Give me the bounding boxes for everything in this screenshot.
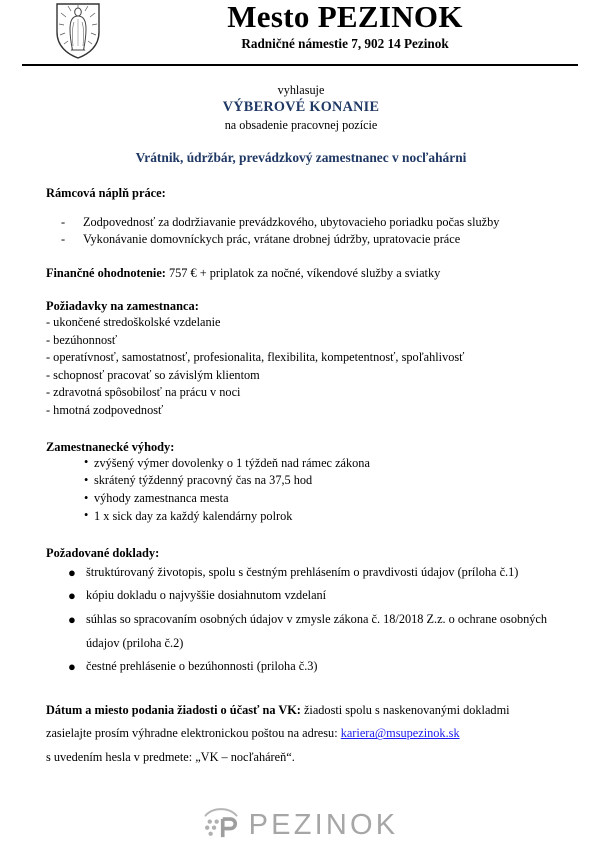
list-item: - operatívnosť, samostatnosť, profesionalita, flexibilita, kompetentnosť, spoľahlivosť: [46, 350, 465, 365]
list-item-text: súhlas so spracovaním osobných údajov v zmysle zákona č. 18/2018 Z.z. o ochrane osobných údajov (priloha č.2): [86, 612, 548, 650]
salary-label: Finančné ohodnotenie:: [46, 265, 166, 280]
list-item: - bezúhonnosť: [46, 332, 118, 347]
list-item-text: štruktúrovaný životopis, spolu s čestným prehlásením o pravdivosti údajov (príloha č.1): [86, 564, 519, 579]
bullet-marker: ●: [68, 612, 76, 628]
list-item: [46, 608, 556, 655]
benefits-heading: Zamestnanecké výhody:: [46, 439, 175, 454]
salary-line: [46, 265, 556, 282]
bullet-marker: ●: [68, 588, 76, 604]
pezinok-grape-p-mark-icon: [202, 806, 240, 844]
announce-line-2: VÝBEROVÉ KONANIE: [222, 99, 380, 116]
benefits-list: [46, 455, 556, 526]
header-title-block: [110, 0, 580, 52]
document-body: [0, 72, 600, 770]
bullet-marker: •: [84, 472, 89, 487]
duties-list: [46, 214, 556, 249]
list-item-text: skrátený týždenný pracovný čas na 37,5 hod: [94, 473, 313, 488]
requirements-heading: Požiadavky na zamestnanca:: [46, 299, 199, 314]
job-position-title: Vrátnik, údržbár, prevádzkový zamestnanec v nocľahárni: [135, 149, 467, 165]
closing-text: žiadosti spolu s naskenovanými dokladmi zasielajte prosím výhradne elektronickou poštou na adresu:: [46, 702, 510, 741]
list-item-text: kópiu dokladu o najvyššie dosiahnutom vzdelaní: [86, 588, 327, 603]
closing-label: Dátum a miesto podania žiadosti o účasť na VK:: [46, 702, 301, 717]
list-item: - ukončené stredoškolské vzdelanie: [46, 315, 221, 330]
requirements-list: [46, 314, 556, 419]
closing-paragraph: [46, 699, 556, 770]
footer-logo: [0, 806, 600, 844]
list-item: [46, 455, 556, 473]
announce-line-3: na obsadenie pracovnej pozície: [224, 117, 378, 132]
list-item-text: 1 x sick day za každý kalendárny polrok: [94, 508, 293, 523]
bullet-marker: ●: [68, 659, 76, 675]
salary-value: 757 € + priplatok za nočné, víkendové služby a sviatky: [165, 265, 441, 280]
document-header: [0, 0, 600, 62]
closing-subject-line: s uvedením hesla v predmete: „VK – nocľaháreň“.: [46, 750, 295, 765]
bullet-marker: ●: [68, 564, 76, 580]
bullet-marker: •: [84, 490, 89, 505]
duties-heading: Rámcová náplň práce:: [46, 185, 166, 200]
documents-list: [46, 561, 556, 679]
list-item-text: čestné prehlásenie o bezúhonnosti (priloha č.3): [86, 659, 318, 674]
list-item: [46, 655, 556, 679]
organization-address: Radničné námestie 7, 902 14 Pezinok: [241, 35, 449, 51]
list-item: [46, 584, 556, 608]
list-item-text: Vykonávanie domovníckych prác, vrátane drobnej údržby, upratovacie práce: [83, 232, 461, 247]
footer-wordmark: PEZINOK: [248, 808, 399, 841]
list-item: [46, 490, 556, 508]
coat-of-arms-icon: [55, 2, 101, 60]
list-item: - schopnosť pracovať so závislým klientom: [46, 367, 260, 382]
dash-marker: -: [61, 232, 66, 247]
announcement-block: [46, 82, 556, 133]
list-item-text: zvýšený výmer dovolenky o 1 týždeň nad rámec zákona: [94, 455, 370, 470]
list-item-text: Zodpovednosť za dodržiavanie prevádzkového, ubytovacieho poriadku počas služby: [83, 214, 500, 229]
header-divider: [22, 64, 578, 66]
list-item: - zdravotná spôsobilosť na prácu v noci: [46, 385, 241, 400]
list-item: [46, 561, 556, 585]
bullet-marker: •: [84, 508, 89, 523]
list-item: [46, 214, 556, 231]
email-link[interactable]: kariera@msupezinok.sk: [340, 726, 460, 741]
dash-marker: -: [61, 214, 66, 229]
bullet-marker: •: [84, 455, 89, 469]
documents-heading: Požadované doklady:: [46, 545, 160, 560]
list-item-text: výhody zamestnanca mesta: [94, 491, 229, 506]
organization-title: Mesto PEZINOK: [227, 0, 463, 34]
list-item: [46, 508, 556, 526]
announce-line-1: vyhlasuje: [277, 83, 325, 97]
list-item: [46, 231, 556, 248]
list-item: [46, 472, 556, 490]
list-item: - hmotná zodpovednosť: [46, 402, 164, 417]
